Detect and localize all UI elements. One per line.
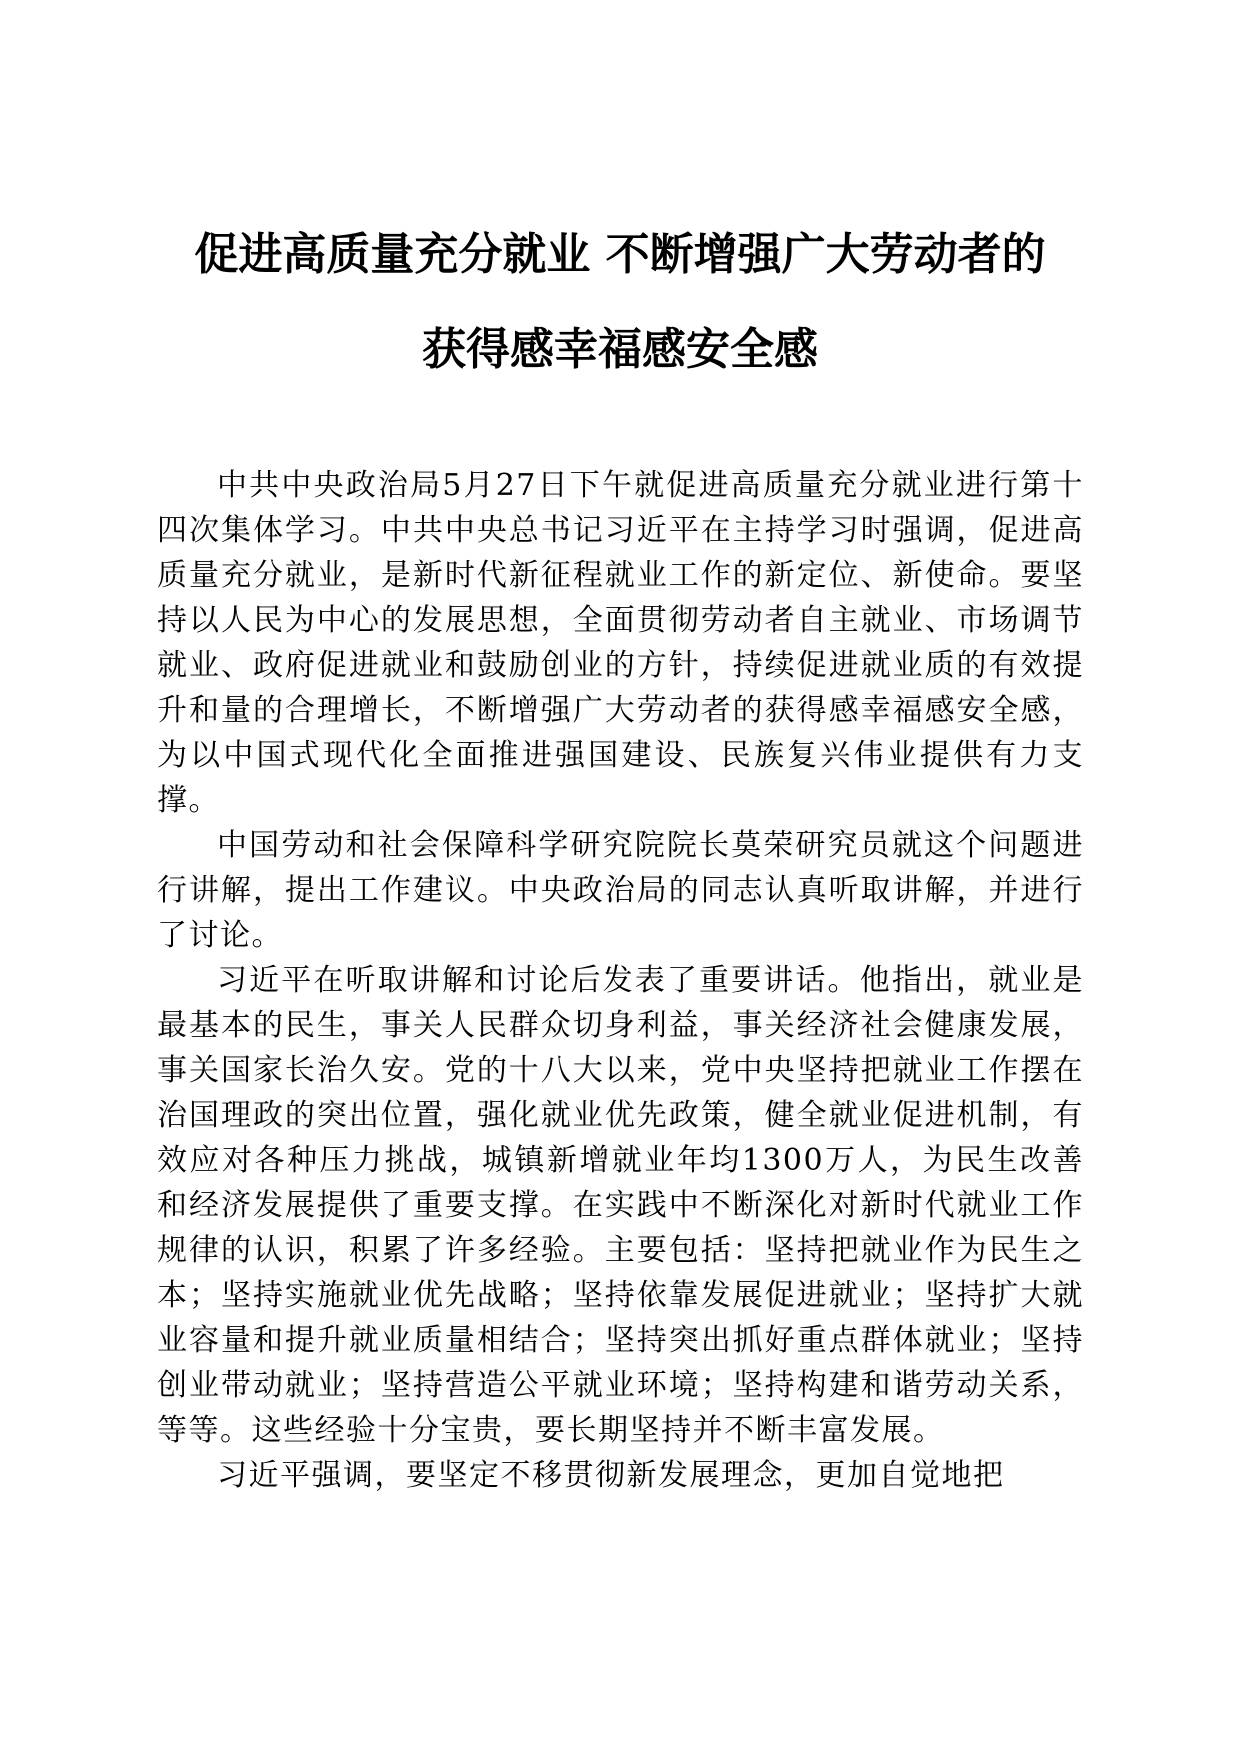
body-paragraph-2: 中国劳动和社会保障科学研究院院长莫荣研究员就这个问题进行讲解，提出工作建议。中央政治局的同志认真听取讲解，并进行了讨论。 xyxy=(157,828,1084,953)
document-title-line-2: 获得感幸福感安全感 xyxy=(422,324,818,375)
body-paragraph-3: 习近平在听取讲解和讨论后发表了重要讲话。他指出，就业是最基本的民生，事关人民群众切身利益，事关经济社会健康发展，事关国家长治久安。党的十八大以来，党中央坚持把就业工作摆在治国理政的突出位置，强化就业优先政策，健全就业促进机制，有效应对各种压力挑战，城镇新增就业年均1300万人，为民生改善和经济发展提供了重要支撑。在实践中不断深化对新时代就业工作规律的认识，积累了许多经验。主要包括：坚持把就业作为民生之本；坚持实施就业优先战略；坚持依靠发展促进就业；坚持扩大就业容量和提升就业质量相结合；坚持突出抓好重点群体就业；坚持创业带动就业；坚持营造公平就业环境；坚持构建和谐劳动关系，等等。这些经验十分宝贵，要长期坚持并不断丰富发展。 xyxy=(157,963,1084,1448)
body-paragraph-1: 中共中央政治局5月27日下午就促进高质量充分就业进行第十四次集体学习。中共中央总书记习近平在主持学习时强调，促进高质量充分就业，是新时代新征程就业工作的新定位、新使命。要坚持以人民为中心的发展思想，全面贯彻劳动者自主就业、市场调节就业、政府促进就业和鼓励创业的方针，持续促进就业质的有效提升和量的合理增长，不断增强广大劳动者的获得感幸福感安全感，为以中国式现代化全面推进强国建设、民族复兴伟业提供有力支撑。 xyxy=(157,468,1084,818)
document-body xyxy=(157,463,1084,1498)
document-title-line-1: 促进高质量充分就业 不断增强广大劳动者的 xyxy=(194,229,1046,280)
body-paragraph-4: 习近平强调，要坚定不移贯彻新发展理念，更加自觉地把 xyxy=(217,1458,1005,1493)
